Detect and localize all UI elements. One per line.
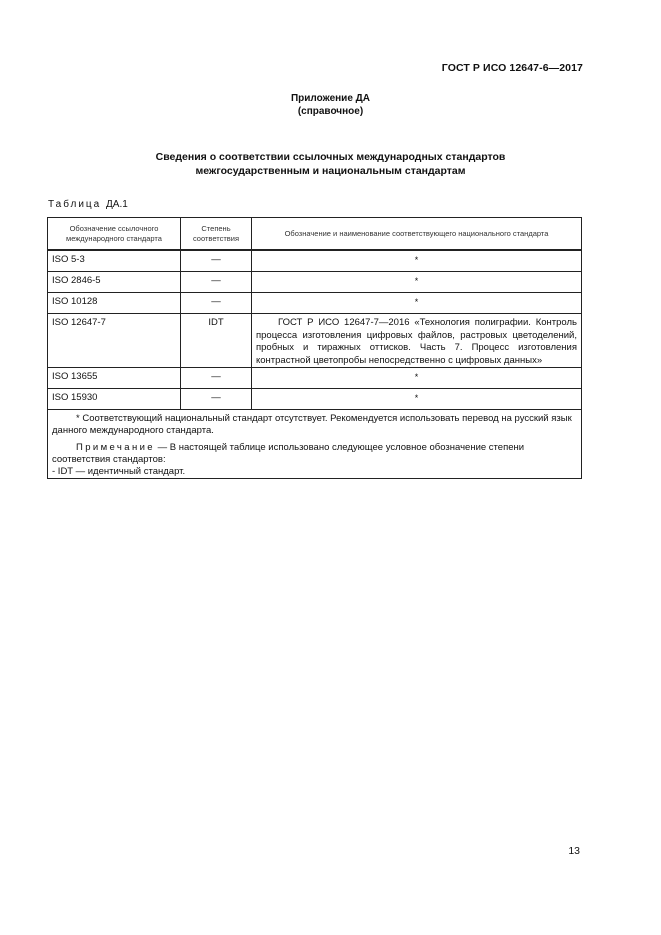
note-text: — В настоящей таблице использовано следующее условное обозначение степени соответствия стандартов: bbox=[52, 442, 525, 465]
appendix-subtitle: (справочное) bbox=[297, 106, 364, 117]
header-reference-standard-line-1: Обозначение ссылочного bbox=[69, 223, 159, 233]
cell-national: * bbox=[252, 389, 582, 410]
table-footer-row bbox=[48, 410, 582, 479]
header-reference-standard-line-2: международного стандарта bbox=[66, 233, 162, 243]
page-number: 13 bbox=[568, 845, 580, 857]
table-caption bbox=[48, 199, 128, 210]
table-row bbox=[48, 314, 582, 368]
appendix-heading bbox=[0, 92, 661, 118]
cell-standard: ISO 12647-7 bbox=[48, 314, 181, 368]
header-degree-line-1: Степень bbox=[201, 223, 231, 233]
note-label: Примечание bbox=[76, 442, 155, 453]
table-row bbox=[48, 368, 582, 389]
table-row bbox=[48, 389, 582, 410]
section-title-line-1: Сведения о соответствии ссылочных международных стандартов bbox=[155, 151, 506, 163]
cell-degree: — bbox=[181, 272, 252, 293]
document-code: ГОСТ Р ИСО 12647-6—2017 bbox=[441, 62, 583, 74]
cell-national: * bbox=[252, 250, 582, 272]
cell-standard: ISO 15930 bbox=[48, 389, 181, 410]
section-title-line-2: межгосударственным и национальным стандартам bbox=[195, 165, 466, 177]
table-row bbox=[48, 250, 582, 272]
section-title bbox=[60, 150, 601, 178]
cell-standard: ISO 10128 bbox=[48, 293, 181, 314]
table-header-row bbox=[48, 218, 582, 251]
cell-degree: — bbox=[181, 368, 252, 389]
footnote: * Соответствующий национальный стандарт отсутствует. Рекомендуется использовать перевод на русский язык данного международного стандарта. bbox=[52, 413, 572, 436]
note bbox=[52, 442, 577, 466]
cell-national: * bbox=[252, 293, 582, 314]
appendix-title: Приложение ДА bbox=[290, 93, 371, 104]
note-item: - IDT — идентичный стандарт. bbox=[52, 466, 186, 477]
cell-national: ГОСТ Р ИСО 12647-7—2016 «Технология полиграфии. Контроль процесса изготовления цифровых файлов, растровых цветоделений, пробных и тиражных оттисков. Часть 7. Процесс изготовления контрастной цветопробы непосредственно с цифровых данных» bbox=[252, 314, 582, 368]
cell-degree: — bbox=[181, 250, 252, 272]
cell-standard: ISO 5-3 bbox=[48, 250, 181, 272]
table-footer bbox=[48, 410, 582, 479]
table-row bbox=[48, 293, 582, 314]
table-caption-number: ДА.1 bbox=[106, 199, 128, 210]
cell-degree: IDT bbox=[181, 314, 252, 368]
header-degree-line-2: соответствия bbox=[192, 233, 240, 243]
cell-national: * bbox=[252, 272, 582, 293]
cell-standard: ISO 2846-5 bbox=[48, 272, 181, 293]
cell-standard: ISO 13655 bbox=[48, 368, 181, 389]
cell-national: * bbox=[252, 368, 582, 389]
table-caption-word: Таблица bbox=[48, 199, 102, 210]
cell-degree: — bbox=[181, 389, 252, 410]
header-reference-standard bbox=[48, 218, 181, 251]
standards-correspondence-table bbox=[47, 217, 582, 479]
header-national-standard: Обозначение и наименование соответствующего национального стандарта bbox=[252, 218, 582, 251]
table-row bbox=[48, 272, 582, 293]
cell-degree: — bbox=[181, 293, 252, 314]
header-degree bbox=[181, 218, 252, 251]
